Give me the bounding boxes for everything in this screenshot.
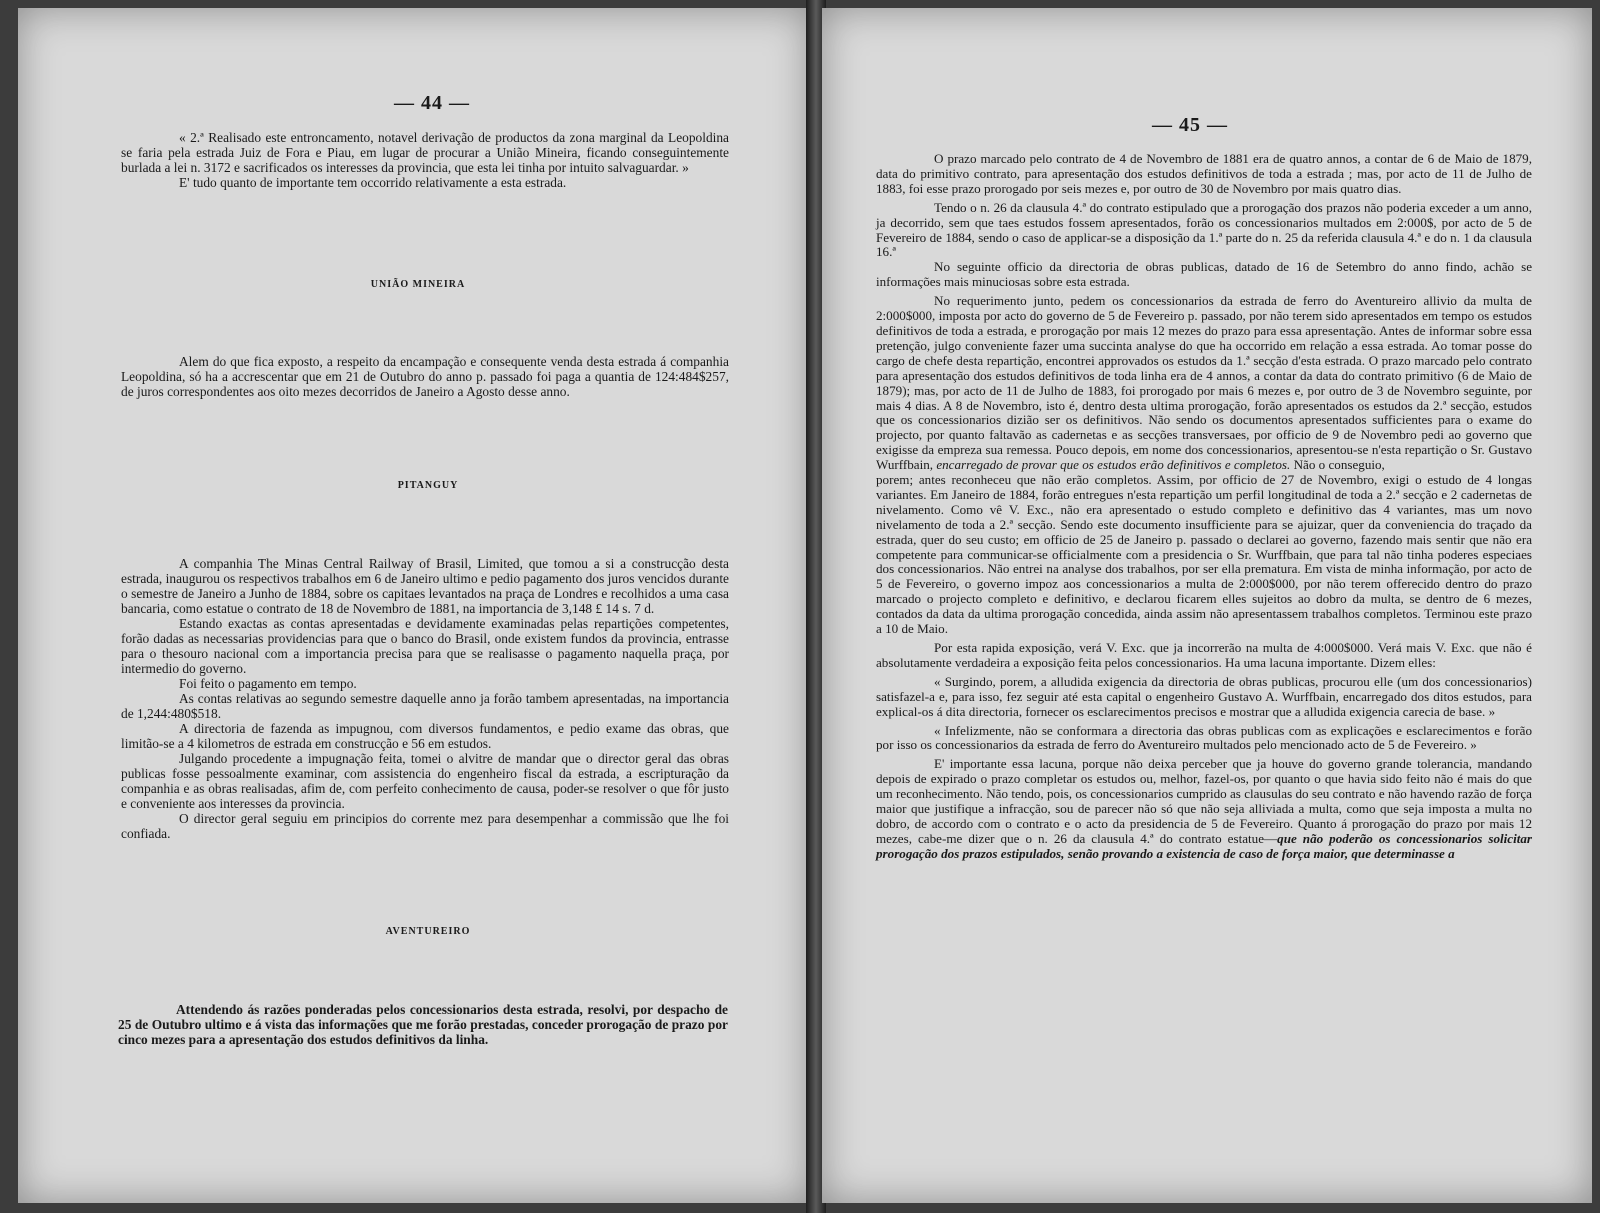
paragraph: Alem do que fica exposto, a respeito da encampação e consequente venda desta estrada á companhia Leopoldina, só ha a accrescentar que em 21 de Outubro do anno p. passado foi paga a quantia de 124:484$257, de juros correspondentes aos oito mezes decorridos de Janeiro a Agosto desse anno. xyxy=(121,354,729,399)
paragraph: Tendo o n. 26 da clausula 4.ª do contrato estipulado que a prorogação dos prazos não poderia exceder a um anno, ja decorrido, sem que taes estudos fossem apresentados, forão os concessionarios multados em 2:000$, por acto de 5 de Fevereiro de 1884, sendo o caso de applicar-se a disposição da 1.ª parte do n. 25 da referida clausula 4.ª e do n. 1 da clausula 16.ª xyxy=(876,199,1532,260)
section-aventureiro-body xyxy=(118,1002,728,1047)
page-number-right: — 45 — xyxy=(1152,114,1228,136)
paragraph: « Surgindo, porem, a alludida exigencia da directoria de obras publicas, procurou elle (um dos concessionarios) satisfazel-a e, para isso, fez seguir até esta capital o engenheiro Gustavo A. Wurffbain, encarregado dos ditos estudos, para explical-os á dita directoria, fornecer os esclarecimentos precisos e mostrar que a alludida exigencia carecia de base. » xyxy=(876,673,1532,719)
paragraph-text: Não o conseguio, xyxy=(1293,457,1385,473)
paragraph: No seguinte officio da directoria de obras publicas, datado de 16 de Setembro do anno findo, achão se informações mais minuciosas sobre esta estrada. xyxy=(876,259,1532,290)
section-uniao-body xyxy=(121,354,729,399)
paragraph: « 2.ª Realisado este entroncamento, notavel derivação de productos da zona marginal da Leopoldina se faria pela estrada Juiz de Fora e Piau, em lugar de procurar a União Mineira, ficando conseguintemente burlada a lei n. 3172 e sacrificados os interesses da provincia, que esta lei tinha por intuito salvaguardar. » xyxy=(121,130,729,175)
paragraph: Julgando procedente a impugnação feita, tomei o alvitre de mandar que o director geral das obras publicas fosse pessoalmente examinar, com assistencia do engenheiro fiscal da estrada, a escripturação da companhia e as obras realisadas, afim de, com perfeito conhecimento de causa, poder-se resolver o que fôr justo e conveniente aos interesses da provincia. xyxy=(121,751,729,811)
paragraph: porem; antes reconheceu que não erão completos. Assim, por officio de 27 de Novembro, exigi o estudo de 4 longas variantes. Em Janeiro de 1884, forão entregues n'esta repartição um perfil longitudinal de toda a 2.ª secção e 2 cadernetas de nivelamento. Como vê V. Exc., não era apresentado o estudo completo e definitivo das 4 variantes, mas um novo nivelamento de toda a 2.ª secção. Sendo este documento insufficiente para se ajuizar, quer da conveniencia do traçado da estrada, quer do seu custo; em officio de 25 de Janeiro p. passado o declarei ao governo, fazendo mais sentir que não era competente para communicar-se officialmente com a presidencia o Sr. Wurffbain, que para tal não tinha poderes especiaes dos concessionarios. Não entrei na analyse dos trabalhos, por ser ella prematura. Em vista de minha informação, por acto de 5 de Fevereiro, o governo impoz aos concessionarios a multa de 2:000$000, por não terem offerecido dentro do prazo marcado o projecto completo e definitivo, e declarou ficarem elles sujeitos ao dobro da multa, se dentro de 6 mezes, contados da data da ultima prorogação concedida, ainda assim não apresentassem trabalhos completos. Terminou este prazo a 10 de Maio. xyxy=(876,472,1532,637)
paragraph: O director geral seguiu em principios do corrente mez para desempenhar a commissão que lhe foi confiada. xyxy=(121,811,729,841)
page-number-left: — 44 — xyxy=(394,92,470,114)
italic-text: que não poderão os concessionarios solicitar prorogação dos prazos estipulados, senão provando a existencia de caso de força maior, que determinasse a xyxy=(876,830,1532,861)
paragraph: E' tudo quanto de importante tem occorrido relativamente a esta estrada. xyxy=(179,175,567,190)
section-heading-uniao-mineira: UNIÃO MINEIRA xyxy=(370,279,466,290)
paragraph-text: No requerimento junto, pedem os concessionarios da estrada de ferro do Aventureiro allivio da multa de 2:000$000, imposta por acto do governo de 5 de Fevereiro p. passado, por não terem sido apresentados em tempo os estudos definitivos de toda a estrada, e prorogação por mais 12 mezes do prazo para essa apresentação. Antes de informar sobre essa pretenção, julgo conveniente fazer uma succinta analyse do que ha occorrido em relação a essa estrada. Ao tomar posse do cargo de chefe desta repartição, encontrei approvados os estudos da 1.ª secção d'esta estrada. O prazo marcado pelo contrato para apresentação dos estudos definitivos de toda linha era de 4 annos, a contar da data do contrato primitivo (6 de Maio de 1879); mas, por acto de 11 de Julho de 1883, foi prorogado por mais 6 mezes e, por outro de 3 de Novembro seguinte, por mais 4 dias. A 8 de Novembro, isto é, dentro desta ultima prorogação, forão apresentados os estudos da 2.ª secção, estudos que os concessionarios dizião ser os definitivos. Não sendo os documentos apresentados sufficientes para o exame do projecto, por quanto faltavão as cadernetas e as secções transversaes, por officio de 9 de Novembro pedi ao governo que exigisse da empreza sua remessa. Pouco depois, em nome dos concessionarios, apresentou-se n'esta repartição o Sr. Gustavo Wurffbain, xyxy=(876,293,1532,473)
right-page xyxy=(822,8,1592,1203)
paragraph: A companhia The Minas Central Railway of Brasil, Limited, que tomou a si a construcção desta estrada, inaugurou os respectivos trabalhos em 6 de Janeiro ultimo e pedio pagamento dos juros vencidos durante o semestre de Janeiro a Junho de 1884, sobre os capitaes levantados na praça de Londres e recolhidos a uma casa bancaria, como estatue o contrato de 18 de Novembro de 1881, na importancia de 3,148 £ 14 s. 7 d. xyxy=(121,556,729,616)
paragraph: « Infelizmente, não se conformara a directoria das obras publicas com as explicações e esclarecimentos e forão por isso os concessionarios da estrada de ferro do Aventureiro multados pelo mencionado acto de 5 de Fevereiro. » xyxy=(876,722,1532,753)
right-body xyxy=(876,152,1532,862)
paragraph: A directoria de fazenda as impugnou, com diversos fundamentos, e pedio exame das obras, que limitão-se a 4 kilometros de estrada em construcção e 56 em estudos. xyxy=(121,721,729,751)
paragraph xyxy=(876,757,1532,861)
paragraph: As contas relativas ao segundo semestre daquelle anno ja forão tambem apresentadas, na importancia de 1,244:480$518. xyxy=(121,691,729,721)
paragraph: Attendendo ás razões ponderadas pelos concessionarios desta estrada, resolvi, por despacho de 25 de Outubro ultimo e á vista das informações que me forão prestadas, conceder prorogação de prazo por cinco mezes para a apresentação dos estudos definitivos da linha. xyxy=(118,1002,728,1047)
section-heading-aventureiro: AVENTUREIRO xyxy=(385,926,471,937)
paragraph xyxy=(876,294,1532,473)
paragraph-text: E' importante essa lacuna, porque não deixa perceber que ja houve do governo grande tolerancia, mandando depois de expirado o prazo completar os estudos ou, melhor, fazel-os, por quanto o que havia sido feito não é mais do que um reconhecimento. Não tendo, pois, os concessionarios cumprido as clausulas do seu contrato e não havendo razão de força maior que justifique a infracção, sou de parecer não só que não seja alliviada a multa, como que seja imposta a multa no dobro, de accordo com o contrato e o acto da presidencia de 5 de Fevereiro. Quanto á prorogação do prazo por mais 12 mezes, cabe-me dizer que o n. 26 da clausula 4.ª do contrato estatue— xyxy=(876,756,1532,846)
paragraph: O prazo marcado pelo contrato de 4 de Novembro de 1881 era de quatro annos, a contar de 6 de Maio de 1879, data do primitivo contrato, para apresentação dos estudos definitivos de toda a estrada ; mas, por acto de 11 de Julho de 1883, foi esse prazo prorogado por seis mezes e, por outro de 30 de Novembro por mais quatro dias. xyxy=(876,151,1532,196)
paragraph: Por esta rapida exposição, verá V. Exc. que ja incorrerão na multa de 4:000$000. Verá mais V. Exc. que não é absolutamente verdadeira a exposição feita pelos concessionarios. Ha uma lacuna importante. Dizem elles: xyxy=(876,640,1532,670)
paragraph: Estando exactas as contas apresentadas e devidamente examinadas pelas repartições competentes, forão dadas as necessarias providencias para que o banco do Brasil, onde existem fundos da provincia, entrasse para o thesouro nacional com a importancia precisa para que se realisasse o pagamento naquella praça, por intermedio do governo. xyxy=(121,616,729,676)
left-page xyxy=(18,8,810,1203)
left-intro xyxy=(121,130,729,190)
section-heading-pitanguy: PITANGUY xyxy=(397,480,459,491)
italic-text: encarregado de provar que os estudos erão definitivos e completos. xyxy=(936,457,1291,473)
section-pitanguy-body xyxy=(121,556,729,841)
paragraph: Foi feito o pagamento em tempo. xyxy=(179,676,357,691)
